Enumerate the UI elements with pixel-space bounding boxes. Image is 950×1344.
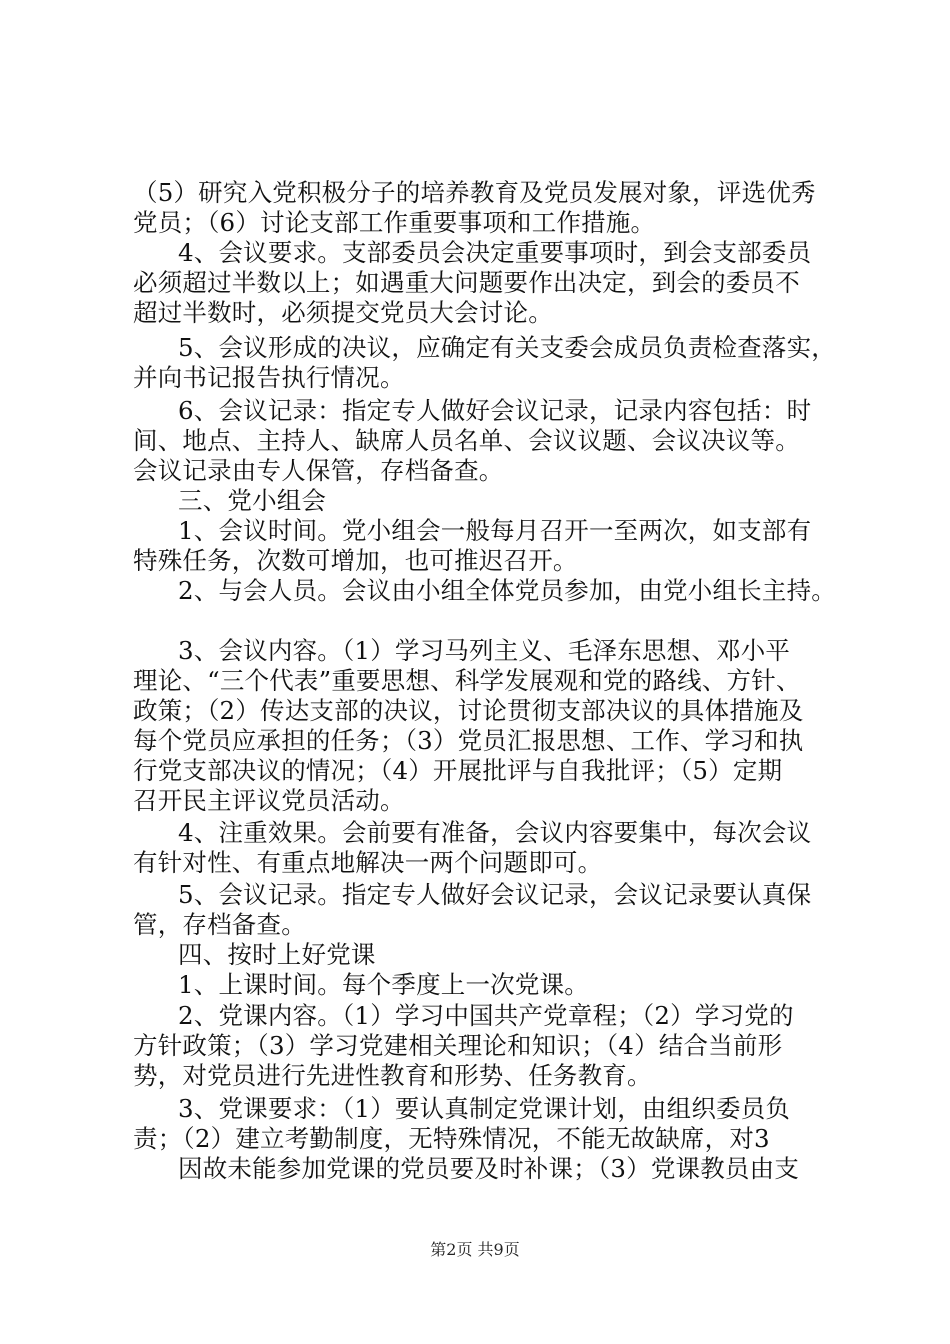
- text-line: 1、上课时间。每个季度上一次党课。: [178, 970, 589, 999]
- text-line: 1、会议时间。党小组会一般每月召开一至两次，如支部有: [178, 516, 812, 545]
- text-line: 特殊任务，次数可增加，也可推迟召开。: [133, 546, 578, 575]
- section-heading: 三、党小组会: [178, 486, 327, 515]
- page-footer: 第2页 共9页: [430, 1240, 520, 1259]
- text-line: 5、会议形成的决议，应确定有关支委会成员负责检查落实，: [178, 333, 836, 362]
- text-line: 方针政策；（3）学习党建相关理论和知识；（4）结合当前形: [133, 1031, 783, 1060]
- text-line: 4、会议要求。支部委员会决定重要事项时，到会支部委员: [178, 238, 812, 267]
- text-line: 因故未能参加党课的党员要及时补课；（3）党课教员由支: [178, 1154, 800, 1183]
- text-line: 3、党课要求：（1）要认真制定党课计划，由组织委员负: [178, 1094, 791, 1123]
- text-line: 2、党课内容。（1）学习中国共产党章程；（2）学习党的: [178, 1001, 794, 1030]
- text-line: 每个党员应承担的任务；（3）党员汇报思想、工作、学习和执: [133, 726, 804, 755]
- text-line: 召开民主评议党员活动。: [133, 786, 405, 815]
- text-line: 3、会议内容。（1）学习马列主义、毛泽东思想、邓小平: [178, 636, 791, 665]
- text-line: 有针对性、有重点地解决一两个问题即可。: [133, 848, 603, 877]
- section-heading: 四、按时上好党课: [178, 940, 376, 969]
- text-line: 势，对党员进行先进性教育和形势、任务教育。: [133, 1061, 652, 1090]
- text-line: 管，存档备查。: [133, 910, 306, 939]
- text-line: 4、注重效果。会前要有准备，会议内容要集中，每次会议: [178, 818, 812, 847]
- text-line: 6、会议记录：指定专人做好会议记录，记录内容包括：时: [178, 396, 812, 425]
- text-line: 2、与会人员。会议由小组全体党员参加，由党小组长主持。: [178, 576, 836, 605]
- text-line: 并向书记报告执行情况。: [133, 363, 405, 392]
- text-line: 5、会议记录。指定专人做好会议记录，会议记录要认真保: [178, 880, 812, 909]
- text-line: 必须超过半数以上；如遇重大问题要作出决定，到会的委员不: [133, 268, 800, 297]
- text-line: 会议记录由专人保管，存档备查。: [133, 456, 504, 485]
- text-line: 政策；（2）传达支部的决议，讨论贯彻支部决议的具体措施及: [133, 696, 804, 725]
- text-line: 行党支部决议的情况；（4）开展批评与自我批评；（5）定期: [133, 756, 783, 785]
- text-line: 超过半数时，必须提交党员大会讨论。: [133, 298, 553, 327]
- text-line: 责；（2）建立考勤制度，无特殊情况，不能无故缺席，对3: [133, 1124, 770, 1153]
- text-line: （5）研究入党积极分子的培养教育及党员发展对象，评选优秀: [133, 178, 816, 207]
- text-line: 间、地点、主持人、缺席人员名单、会议议题、会议决议等。: [133, 426, 800, 455]
- text-line: 理论、“三个代表”重要思想、科学发展观和党的路线、方针、: [133, 666, 801, 695]
- text-line: 党员；（6）讨论支部工作重要事项和工作措施。: [133, 208, 656, 237]
